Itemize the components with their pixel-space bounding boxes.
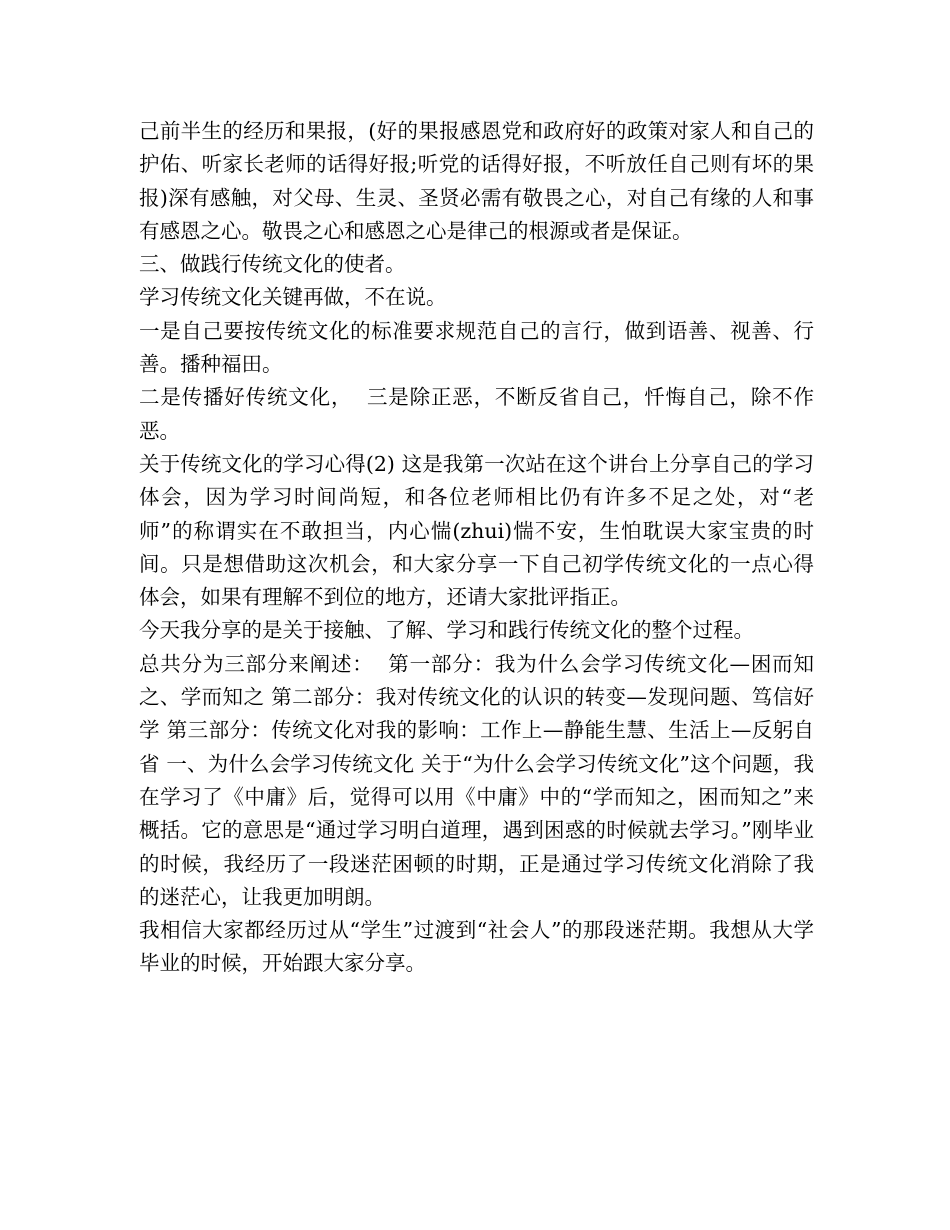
paragraph-1: 己前半生的经历和果报，(好的果报感恩党和政府好的政策对家人和自己的护佑、听家长老师的话得好报;听党的话得好报，不听放任自己则有坏的果报)深有感触，对父母、生灵、圣贤必需有敬畏之心，对自己有缘的人和事有感恩之心。敬畏之心和感恩之心是律己的根源或者是保证。 — [139, 119, 814, 243]
paragraph-6: 关于传统文化的学习心得(2) 这是我第一次站在这个讲台上分享自己的学习体会，因为学习时间尚短，和各位老师相比仍有许多不足之处，对“老师”的称谓实在不敢担当，内心惴(zhui)惴不安，生怕耽误大家宝贵的时间。只是想借助这次机会，和大家分享一下自己初学传统文化的一点心得体会，如果有理解不到位的地方，还请大家批评指正。 — [139, 451, 814, 610]
paragraph-4: 一是自己要按传统文化的标准要求规范自己的言行，做到语善、视善、行善。播种福田。 — [139, 318, 814, 377]
paragraph-2: 三、做践行传统文化的使者。 — [139, 252, 406, 277]
paragraph-3: 学习传统文化关键再做，不在说。 — [139, 285, 447, 310]
paragraph-7: 今天我分享的是关于接触、了解、学习和践行传统文化的整个过程。 — [139, 618, 754, 643]
paragraph-9: 我相信大家都经历过从“学生”过渡到“社会人”的那段迷茫期。我想从大学毕业的时候，开始跟大家分享。 — [139, 918, 814, 976]
paragraph-5: 二是传播好传统文化， 三是除正恶，不断反省自己，忏悔自己，除不作恶。 — [139, 385, 814, 443]
document-body — [139, 115, 814, 981]
paragraph-8: 总共分为三部分来阐述： 第一部分：我为什么会学习传统文化—困而知之、学而知之 第二部分：我对传统文化的认识的转变—发现问题、笃信好学 第三部分：传统文化对我的影响：工作上—静能生慧、生活上—反躬自省 一、为什么会学习传统文化 关于“为什么会学习传统文化”这个问题，我在学习了《中庸》后，觉得可以用《中庸》中的“学而知之，困而知之”来概括。它的意思是“通过学习明白道理，遇到困惑的时候就去学习。”刚毕业的时候，我经历了一段迷茫困顿的时期，正是通过学习传统文化消除了我的迷茫心，让我更加明朗。 — [139, 651, 814, 909]
